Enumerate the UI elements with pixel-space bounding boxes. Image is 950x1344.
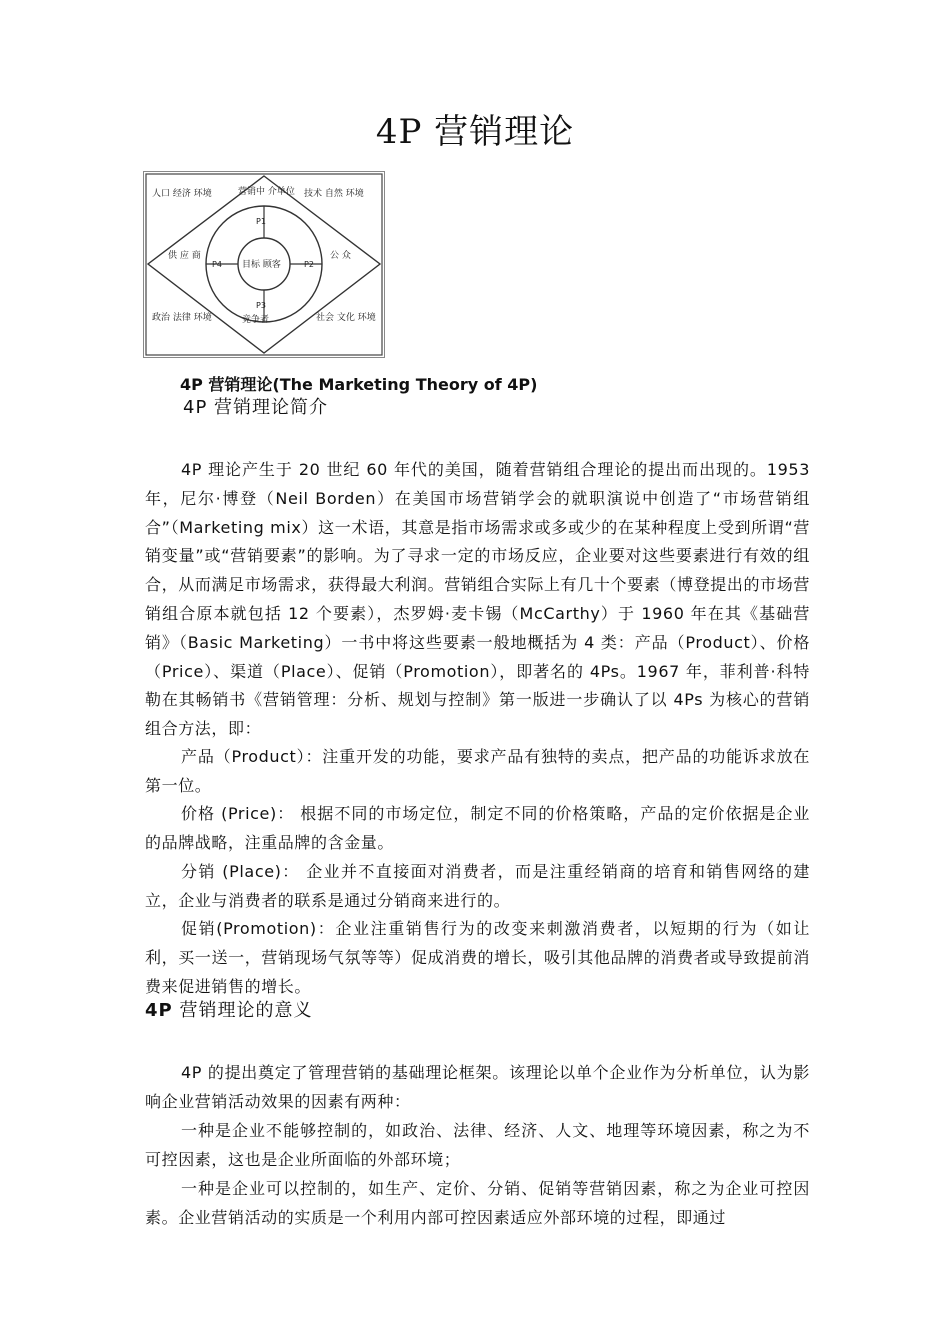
section1-paragraph-intro: 4P 理论产生于 20 世纪 60 年代的美国，随着营销组合理论的提出而出现的。1953 年，尼尔·博登（Neil Borden）在美国市场营销学会的就职演说中创造了“市场营销组合”（Marketing mix）这一术语，其意是指市场需求或多或少的在某种程度上受到所谓“营销变量”或“营销要素”的影响。为了寻求一定的市场反应，企业要对这些要素进行有效的组合，从而满足市场需求，获得最大利润。营销组合实际上有几十个要素（博登提出的市场营销组合原本就包括 12 个要素），杰罗姆·麦卡锡（McCarthy）于 1960 年在其《基础营销》（Basic Marketing）一书中将这些要素一般地概括为 4 类：产品（Product）、价格（Price）、渠道（Place）、促销（Promotion），即著名的 4Ps。1967 年，菲利普·科特勒在其畅销书《营销管理：分析、规划与控制》第一版进一步确认了以 4Ps 为核心的营销组合方法，即：: [145, 460, 810, 739]
section1-paragraph-place: 分销 (Place)： 企业并不直接面对消费者，而是注重经销商的培育和销售网络的建立，企业与消费者的联系是通过分销商来进行的。: [145, 862, 810, 910]
section1-paragraph-product: 产品（Product）：注重开发的功能，要求产品有独特的卖点，把产品的功能诉求放在第一位。: [145, 747, 810, 795]
section2-heading: [145, 996, 312, 1022]
section1-heading-text: 4P 营销理论简介: [183, 397, 329, 418]
diagram-p4: P4: [212, 260, 222, 269]
diagram-top-center: 营销中 介单位: [238, 187, 295, 197]
section2-heading-bold: 4P: [145, 1000, 173, 1021]
4p-diagram-svg: [144, 172, 384, 357]
section2-heading-text: 营销理论的意义: [172, 1000, 313, 1021]
section1-paragraph-price: 价格 (Price)： 根据不同的市场定位，制定不同的价格策略，产品的定价依据是企业的品牌战略，注重品牌的含金量。: [145, 804, 810, 852]
section2-paragraph-uncontrollable: 一种是企业不能够控制的，如政治、法律、经济、人文、地理等环境因素，称之为不可控因素，这也是企业所面临的外部环境；: [145, 1121, 810, 1169]
diagram-p3: P3: [256, 301, 266, 310]
diagram-left: 供 应 商: [168, 251, 201, 261]
diagram-right: 公 众: [330, 251, 351, 261]
diagram-bottom-left: 政治 法律 环境: [152, 313, 212, 323]
diagram-p1: P1: [256, 217, 266, 226]
section2-paragraph-controllable: 一种是企业可以控制的，如生产、定价、分销、促销等营销因素，称之为企业可控因素。企业营销活动的实质是一个利用内部可控因素适应外部环境的过程，即通过: [145, 1179, 810, 1227]
diagram-p2: P2: [304, 260, 314, 269]
diagram-center: 目标 顾客: [242, 260, 281, 270]
page-title: 4P 营销理论: [375, 112, 575, 152]
4p-diagram: [143, 171, 385, 358]
diagram-bottom-center: 竞争者: [242, 315, 270, 325]
diagram-top-right: 技术 自然 环境: [304, 189, 364, 199]
diagram-bottom-right: 社会 文化 环境: [316, 313, 376, 323]
figure-caption: 4P 营销理论(The Marketing Theory of 4P): [180, 375, 538, 394]
section1-heading: [183, 393, 328, 419]
section2-paragraph-intro: 4P 的提出奠定了管理营销的基础理论框架。该理论以单个企业作为分析单位，认为影响企业营销活动效果的因素有两种：: [145, 1063, 810, 1111]
diagram-top-left: 人口 经济 环境: [152, 189, 212, 199]
section1-paragraph-promotion: 促销(Promotion)：企业注重销售行为的改变来刺激消费者，以短期的行为（如让利，买一送一，营销现场气氛等等）促成消费的增长，吸引其他品牌的消费者或导致提前消费来促进销售的增长。: [145, 919, 810, 996]
